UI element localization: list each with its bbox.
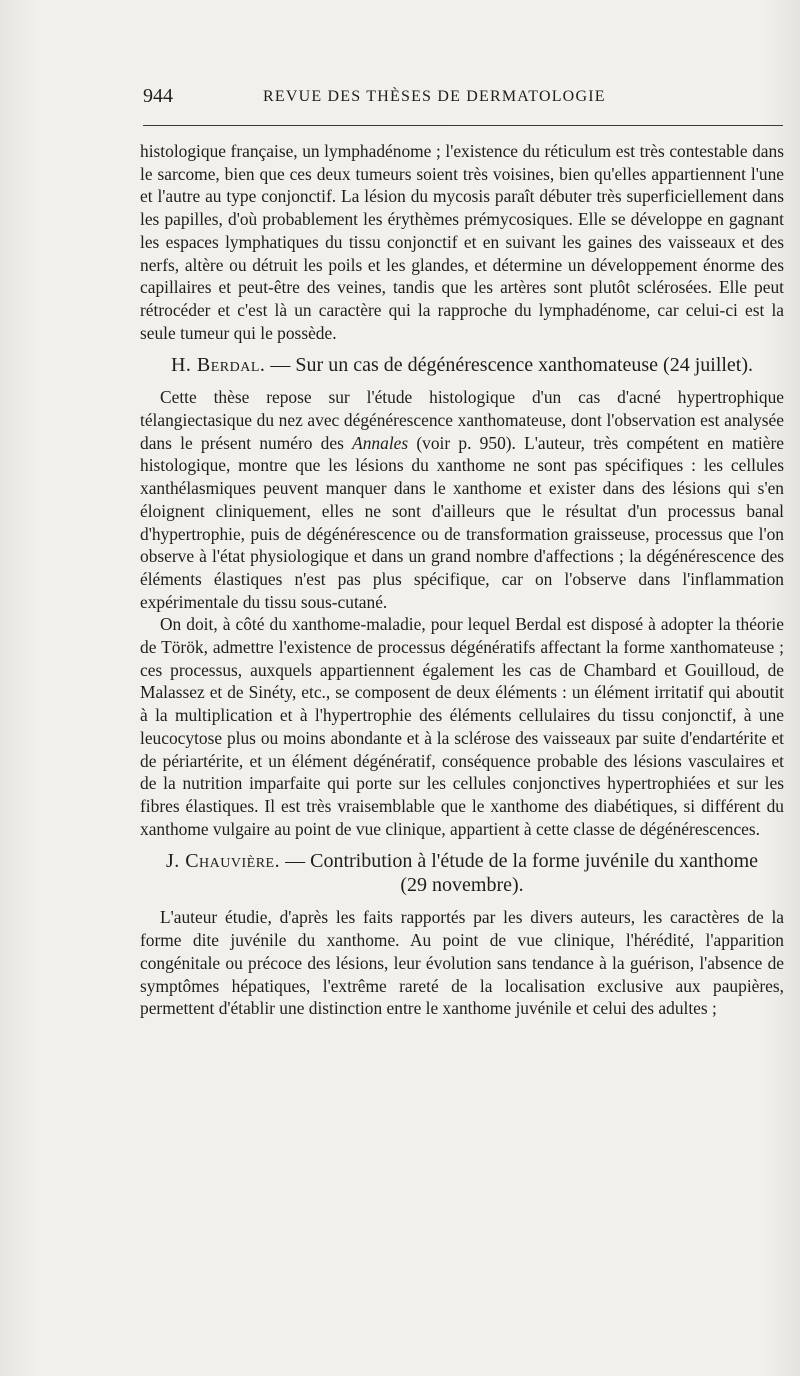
paragraph: L'auteur étudie, d'après les faits rapportés par les divers auteurs, les caractères de la forme dite juvénile du xanthome. Au point de vue clinique, l'hérédité, l'apparition congénitale ou précoce des lésions, leur évolution sans tendance à la guérison, l'absence de symptômes hépatiques, l'extrême rareté de la localisation exclusive aux paupières, permettent d'établir une distinction entre le xanthome juvénile et celui des adultes ; xyxy=(140,907,784,1019)
body-text xyxy=(140,140,784,1020)
journal-reference: Annales xyxy=(352,432,409,453)
header-rule xyxy=(143,125,783,126)
section-heading xyxy=(140,849,784,897)
text-run: (voir p. 950). L'auteur, très compétent en matière histologique, montre que les lésions du xanthome ne sont pas spécifiques : les cellules xanthélasmiques peuvent manquer dans le xanthome et exister dans des lésions qui s'en éloignent cliniquement, elles ne sont d'ailleurs que le résultat d'un processus banal d'hypertrophie, puis de dégénérescence ou de transformation graisseuse, processus que l'on observe à l'état physiologique et dans un grand nombre d'affections ; la dégénérescence des éléments élastiques n'est pas plus spécifique, car on l'observe dans l'inflammation expérimentale du tissu sous-cutané. xyxy=(140,432,784,612)
running-head xyxy=(143,85,785,115)
text-run: Cette thèse repose sur l'étude histologique d'un cas d'acné hypertrophique télangiectasique du nez avec dégénérescence xanthomateuse, dont l'observation est analysée dans le présent numéro des xyxy=(140,387,784,453)
journal-title: REVUE DES THÈSES DE DERMATOLOGIE xyxy=(263,88,606,105)
paragraph: histologique française, un lymphadénome ; l'existence du réticulum est très contestable dans le sarcome, bien que ces deux tumeurs soient très voisines, bien qu'elles appartiennent l'une et l'autre au type conjonctif. La lésion du mycosis paraît débuter très superficiellement dans les papilles, d'où probablement les érythèmes prémycosiques. Elle se développe en gagnant les espaces lymphatiques du tissu conjonctif et en suivant les gaines des vaisseaux et des nerfs, altère ou détruit les poils et les glandes, et détermine un développement énorme des capillaires et peut-être des veines, tandis que les artères sont plutôt sclérosées. Elle peut rétrocéder et c'est là un caractère qui la rapproche du lymphadénome, car celui-ci est la seule tumeur qui le possède. xyxy=(140,141,784,343)
section-title: — Sur un cas de dégénérescence xanthomateuse (24 juillet). xyxy=(265,354,754,377)
section-author: J. Chauvière. xyxy=(165,850,281,873)
paragraph: On doit, à côté du xanthome-maladie, pour lequel Berdal est disposé à adopter la théorie de Török, admettre l'existence de processus dégénératifs affectant la forme xanthomateuse ; ces processus, auxquels appartiennent également les cas de Chambard et Gouilloud, de Malassez et de Sinéty, etc., se composent de deux éléments : un élément irritatif qui aboutit à la multiplication et à l'hypertrophie des éléments cellulaires du tissu conjonctif, à une leucocytose plus ou moins abondante et à la sclérose des vaisseaux par suite d'endartérite et de périartérite, et un élément dégénératif, conséquence probable des lésions vasculaires et de la nutrition imparfaite qui porte sur les cellules conjonctives hypertrophiées et sur les fibres élastiques. Il est très vraisemblable que le xanthome des diabétiques, si différent du xanthome vulgaire au point de vue clinique, appartient à cette classe de dégénérescences. xyxy=(140,614,784,839)
paragraph xyxy=(140,386,784,613)
section-heading xyxy=(140,353,784,377)
page-number: 944 xyxy=(143,85,173,107)
section-title: — Contribution à l'étude de la forme juvénile du xanthome (29 novembre). xyxy=(280,850,759,897)
section-author: H. Berdal. xyxy=(170,354,266,377)
